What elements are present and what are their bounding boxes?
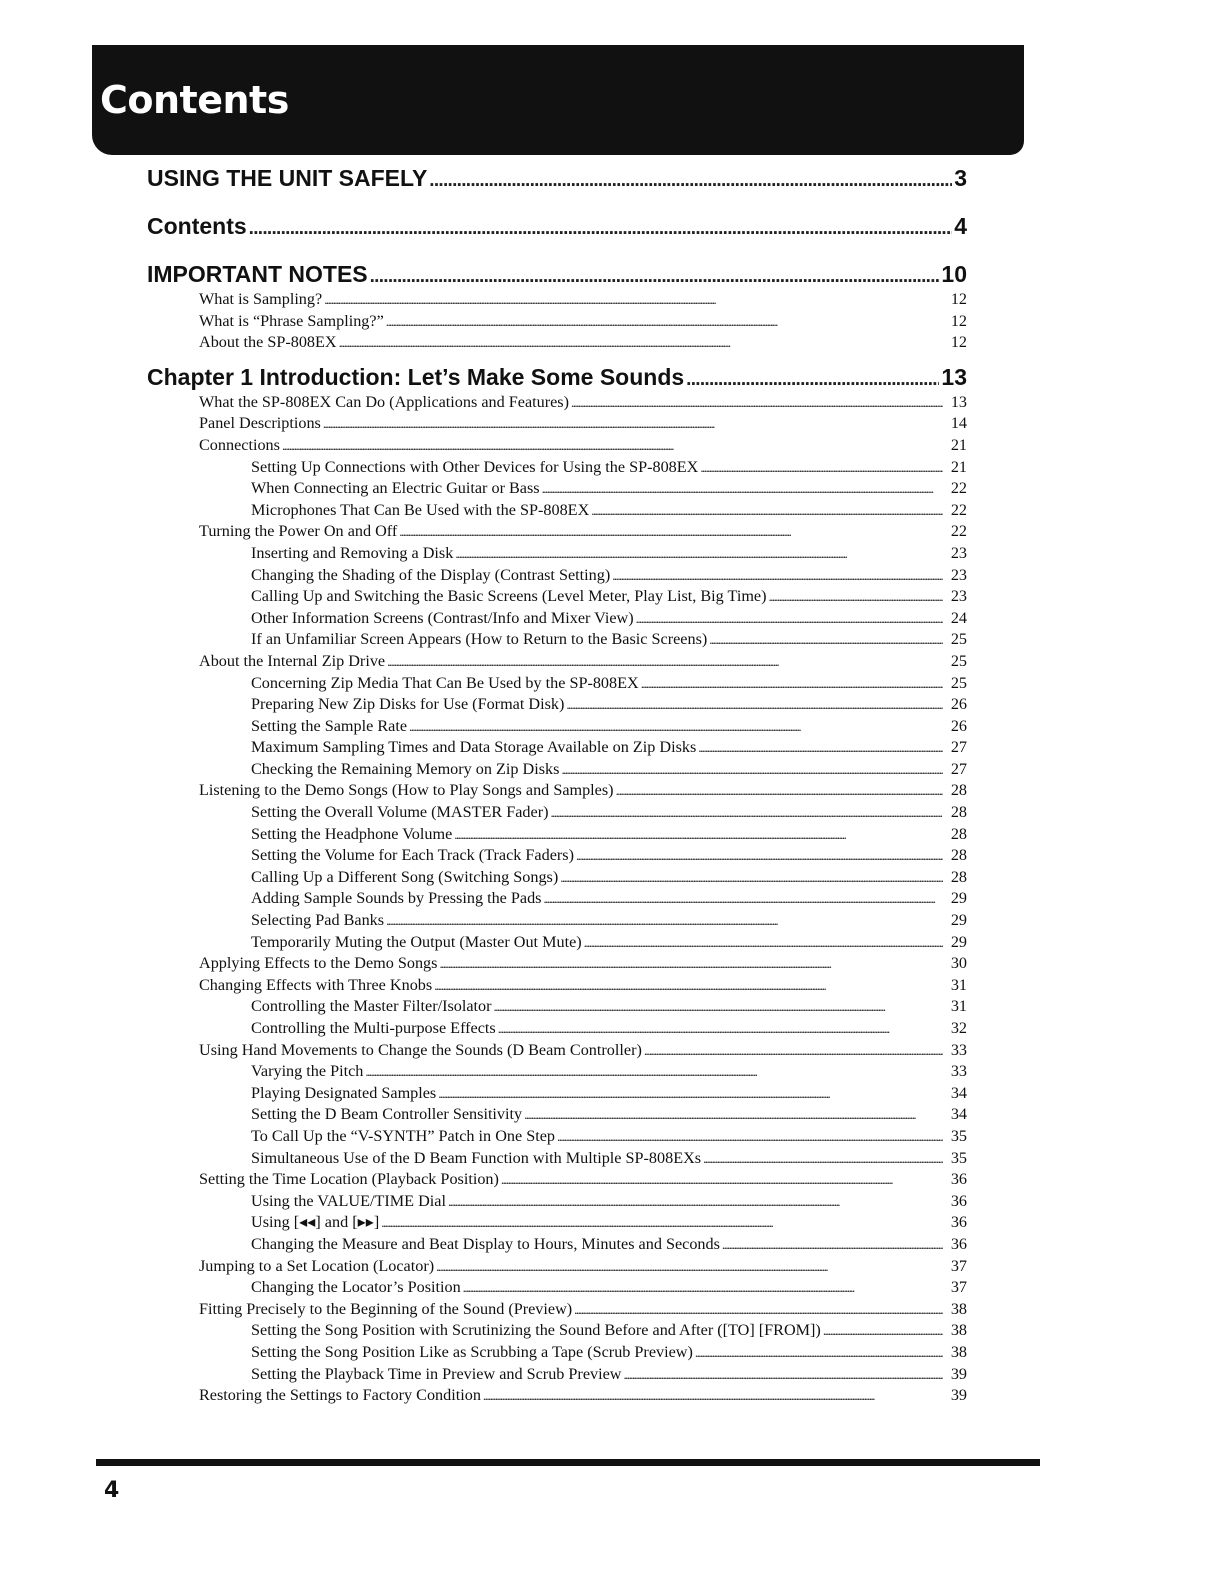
toc-entry[interactable] (147, 824, 967, 846)
toc-leader (823, 1320, 943, 1342)
toc-leader (498, 1018, 943, 1040)
toc-label: Connections (199, 435, 280, 454)
toc-page: 22 (950, 500, 967, 519)
toc-entry[interactable] (147, 651, 967, 673)
toc-page: 25 (950, 630, 967, 649)
toc-page: 36 (950, 1234, 967, 1253)
toc-page: 28 (950, 824, 967, 843)
toc-entry[interactable] (147, 1191, 967, 1213)
toc-entry[interactable] (147, 716, 967, 738)
toc-label: To Call Up the “V-SYNTH” Patch in One Step (251, 1126, 555, 1145)
toc-page: 24 (950, 608, 967, 627)
toc-entry[interactable] (147, 975, 967, 997)
toc-label: Simultaneous Use of the D Beam Function with Multiple SP-808EXs (251, 1148, 702, 1167)
toc-entry-chapter-1[interactable] (147, 364, 967, 390)
toc-page: 30 (950, 954, 967, 973)
toc-page: 38 (950, 1299, 967, 1318)
toc-label: Jumping to a Set Location (Locator) (199, 1256, 435, 1275)
toc-leader (560, 867, 943, 889)
toc-leader (769, 586, 944, 608)
toc-entry[interactable] (147, 1320, 967, 1342)
toc-entry[interactable] (147, 1277, 967, 1299)
toc-leader (561, 759, 943, 781)
toc-label: Listening to the Demo Songs (How to Play Songs and Samples) (199, 781, 614, 800)
toc-entry[interactable] (147, 1126, 967, 1148)
toc-page: 26 (950, 695, 967, 714)
toc-leader (448, 1191, 943, 1213)
toc-leader (550, 802, 943, 824)
toc-entry[interactable] (147, 1169, 967, 1191)
toc-label: Setting the Sample Rate (251, 716, 408, 735)
toc-label: Concerning Zip Media That Can Be Used by the SP-808EX (251, 673, 639, 692)
toc-page: 26 (950, 716, 967, 735)
toc-leader (365, 1061, 943, 1083)
toc-leader (700, 457, 943, 479)
toc-entry[interactable] (147, 737, 967, 759)
toc-leader (249, 218, 953, 240)
toc-label: Adding Sample Sounds by Pressing the Pads (251, 889, 542, 908)
toc-page: 38 (950, 1342, 967, 1361)
toc-page: 21 (950, 457, 967, 476)
table-of-contents (147, 165, 967, 1407)
toc-leader (339, 332, 943, 354)
toc-page: 29 (950, 932, 967, 951)
toc-page: 33 (950, 1062, 967, 1081)
toc-label: Changing the Locator’s Position (251, 1278, 461, 1297)
toc-page: 28 (950, 846, 967, 865)
toc-entry[interactable] (147, 867, 967, 889)
toc-leader (436, 1256, 943, 1278)
toc-page: 25 (950, 651, 967, 670)
toc-entry[interactable] (147, 1234, 967, 1256)
footer-rule (96, 1459, 1040, 1466)
toc-entry[interactable] (147, 457, 967, 479)
toc-page: 32 (950, 1019, 967, 1037)
toc-label: Changing Effects with Three Knobs (199, 975, 433, 994)
toc-entry[interactable] (147, 500, 967, 522)
toc-page: 36 (950, 1213, 967, 1232)
toc-label: Selecting Pad Banks (251, 911, 385, 930)
toc-entry[interactable] (147, 780, 967, 802)
toc-leader (386, 311, 943, 333)
toc-leader (709, 629, 943, 651)
toc-entry[interactable] (147, 953, 967, 975)
toc-entry[interactable] (147, 565, 967, 587)
toc-page: 13 (950, 392, 967, 411)
toc-entry[interactable] (147, 1104, 967, 1126)
toc-leader (584, 932, 943, 954)
toc-page: 35 (950, 1126, 967, 1145)
toc-entry[interactable] (147, 845, 967, 867)
toc-entry[interactable] (147, 1040, 967, 1062)
toc-label: Calling Up and Switching the Basic Screens (Level Meter, Play List, Big Time) (251, 587, 767, 606)
toc-leader (439, 953, 943, 975)
toc-leader (612, 565, 943, 587)
toc-page: 31 (950, 997, 967, 1016)
toc-leader (636, 608, 943, 630)
toc-leader (623, 1364, 943, 1386)
toc-leader (455, 543, 943, 565)
toc-page: 28 (950, 803, 967, 822)
toc-page: 39 (950, 1364, 967, 1383)
toc-page: 4 (954, 213, 967, 239)
toc-entry[interactable] (147, 1212, 967, 1234)
toc-entry[interactable] (147, 888, 967, 910)
toc-leader (323, 413, 943, 435)
toc-leader (399, 521, 943, 543)
toc-page: 34 (950, 1105, 967, 1124)
toc-leader (686, 369, 939, 391)
toc-label: Contents (147, 213, 247, 239)
toc-leader (557, 1126, 943, 1148)
toc-label: Checking the Remaining Memory on Zip Disks (251, 759, 560, 778)
toc-entry[interactable] (147, 1299, 967, 1321)
toc-leader (438, 1083, 943, 1105)
toc-label: Microphones That Can Be Used with the SP-808EX (251, 500, 590, 519)
toc-label: Panel Descriptions (199, 414, 321, 433)
toc-page: 35 (950, 1148, 967, 1167)
toc-entry[interactable] (147, 1018, 967, 1040)
toc-label: Calling Up a Different Song (Switching Songs) (251, 867, 559, 886)
toc-label: Varying the Pitch (251, 1062, 364, 1081)
toc-label: Setting the Headphone Volume (251, 824, 453, 843)
toc-leader (703, 1148, 943, 1170)
toc-label: Setting the Playback Time in Preview and Scrub Preview (251, 1364, 622, 1383)
toc-label: Inserting and Removing a Disk (251, 543, 454, 562)
toc-page: 37 (950, 1256, 967, 1275)
toc-entry[interactable] (147, 1342, 967, 1364)
toc-leader (381, 1212, 943, 1234)
toc-label: About the SP-808EX (199, 333, 337, 352)
toc-label: Changing the Measure and Beat Display to Hours, Minutes and Seconds (251, 1234, 720, 1253)
toc-leader (616, 780, 943, 802)
toc-leader (576, 845, 943, 867)
toc-label: Using the VALUE/TIME Dial (251, 1191, 446, 1210)
toc-label: Turning the Power On and Off (199, 522, 398, 541)
toc-page: 33 (950, 1040, 967, 1059)
toc-leader (695, 1342, 943, 1364)
toc-label: USING THE UNIT SAFELY (147, 165, 428, 191)
toc-label: Controlling the Master Filter/Isolator (251, 997, 492, 1016)
toc-label: IMPORTANT NOTES (147, 261, 368, 287)
toc-entry[interactable] (147, 586, 967, 608)
toc-label: What is “Phrase Sampling?” (199, 311, 384, 330)
toc-page: 29 (950, 889, 967, 908)
toc-page: 12 (950, 311, 967, 330)
toc-entry[interactable] (147, 694, 967, 716)
toc-entry[interactable] (147, 1061, 967, 1083)
toc-page: 21 (950, 435, 967, 454)
toc-entry-contents[interactable] (147, 213, 967, 239)
toc-leader (501, 1169, 943, 1191)
toc-page: 39 (950, 1386, 967, 1405)
page-number: 4 (104, 1478, 120, 1503)
toc-entry[interactable] (147, 759, 967, 781)
toc-page: 29 (950, 911, 967, 930)
toc-label: Setting the Song Position Like as Scrubbing a Tape (Scrub Preview) (251, 1342, 693, 1361)
page-title: Contents (100, 78, 289, 122)
toc-page: 12 (950, 290, 967, 308)
toc-label: Restoring the Settings to Factory Condition (199, 1386, 481, 1405)
toc-page: 31 (950, 975, 967, 994)
toc-leader (566, 694, 943, 716)
toc-leader (571, 392, 943, 414)
toc-leader (454, 824, 943, 846)
toc-leader (324, 289, 943, 311)
toc-leader (641, 673, 943, 695)
toc-leader (386, 910, 943, 932)
toc-entry[interactable] (147, 802, 967, 824)
toc-entry[interactable] (147, 1083, 967, 1105)
toc-leader (282, 435, 943, 457)
toc-page: 22 (950, 479, 967, 498)
toc-entry[interactable] (147, 910, 967, 932)
toc-entry[interactable] (147, 311, 967, 333)
toc-entry-safety[interactable] (147, 165, 967, 191)
toc-label: Controlling the Multi-purpose Effects (251, 1019, 496, 1037)
toc-page: 25 (950, 673, 967, 692)
toc-entry[interactable] (147, 1364, 967, 1386)
toc-leader (409, 716, 943, 738)
toc-entry[interactable] (147, 521, 967, 543)
toc-leader (434, 975, 943, 997)
toc-label: Fitting Precisely to the Beginning of the Sound (Preview) (199, 1299, 573, 1318)
toc-entry[interactable] (147, 289, 967, 311)
toc-label: Setting the Overall Volume (MASTER Fader) (251, 803, 549, 822)
toc-label: When Connecting an Electric Guitar or Bass (251, 479, 540, 498)
toc-page: 34 (950, 1083, 967, 1102)
toc-label: Setting the Volume for Each Track (Track Faders) (251, 846, 574, 865)
toc-entry[interactable] (147, 413, 967, 435)
toc-leader (542, 478, 943, 500)
toc-label: Changing the Shading of the Display (Contrast Setting) (251, 565, 611, 584)
toc-entry-important-notes[interactable] (147, 261, 967, 287)
toc-leader (698, 737, 943, 759)
toc-leader (370, 266, 940, 288)
toc-page: 37 (950, 1278, 967, 1297)
toc-label: Preparing New Zip Disks for Use (Format Disk) (251, 695, 565, 714)
toc-label: Applying Effects to the Demo Songs (199, 954, 438, 973)
toc-label: Using [◂◂] and [▸▸] (251, 1213, 380, 1232)
toc-entry[interactable] (147, 435, 967, 457)
toc-page: 38 (950, 1321, 967, 1340)
toc-entry[interactable] (147, 332, 967, 354)
toc-leader (574, 1299, 943, 1321)
toc-label: What is Sampling? (199, 290, 323, 308)
toc-entry[interactable] (147, 996, 967, 1018)
toc-leader (429, 170, 952, 192)
toc-label: What the SP-808EX Can Do (Applications and Features) (199, 392, 569, 411)
toc-label: About the Internal Zip Drive (199, 651, 386, 670)
toc-page: 28 (950, 867, 967, 886)
toc-entry[interactable] (147, 1148, 967, 1170)
toc-label: Playing Designated Samples (251, 1083, 437, 1102)
toc-label: Other Information Screens (Contrast/Info and Mixer View) (251, 608, 634, 627)
toc-leader (722, 1234, 943, 1256)
toc-entry[interactable] (147, 1385, 967, 1407)
toc-page: 23 (950, 543, 967, 562)
toc-leader (644, 1040, 943, 1062)
toc-entry[interactable] (147, 392, 967, 414)
toc-leader (591, 500, 943, 522)
toc-entry[interactable] (147, 629, 967, 651)
toc-entry[interactable] (147, 1256, 967, 1278)
toc-page: 13 (941, 363, 967, 390)
toc-leader (463, 1277, 943, 1299)
toc-label: Maximum Sampling Times and Data Storage Available on Zip Disks (251, 738, 697, 757)
toc-page: 27 (950, 738, 967, 757)
toc-entry[interactable] (147, 608, 967, 630)
toc-entry[interactable] (147, 673, 967, 695)
toc-page: 3 (954, 165, 967, 191)
toc-entry[interactable] (147, 478, 967, 500)
toc-label: Setting the D Beam Controller Sensitivity (251, 1105, 523, 1124)
toc-leader (524, 1104, 943, 1126)
toc-page: 23 (950, 565, 967, 584)
toc-label: Setting Up Connections with Other Devices for Using the SP-808EX (251, 457, 699, 476)
toc-page: 28 (950, 781, 967, 800)
toc-label: Chapter 1 Introduction: Let’s Make Some Sounds (147, 363, 685, 390)
toc-page: 22 (950, 522, 967, 541)
toc-label: If an Unfamiliar Screen Appears (How to Return to the Basic Screens) (251, 630, 708, 649)
toc-page: 23 (950, 587, 967, 606)
toc-entry[interactable] (147, 543, 967, 565)
toc-entry[interactable] (147, 932, 967, 954)
toc-page: 36 (950, 1191, 967, 1210)
toc-label: Using Hand Movements to Change the Sounds (D Beam Controller) (199, 1040, 642, 1059)
toc-page: 27 (950, 759, 967, 778)
toc-leader (483, 1385, 943, 1407)
toc-page: 36 (950, 1170, 967, 1189)
toc-leader (494, 996, 943, 1018)
toc-page: 10 (941, 261, 967, 287)
toc-label: Temporarily Muting the Output (Master Out Mute) (251, 932, 582, 951)
toc-page: 14 (950, 414, 967, 433)
toc-leader (387, 651, 943, 673)
toc-leader (543, 888, 943, 910)
toc-page: 12 (950, 333, 967, 352)
toc-label: Setting the Song Position with Scrutinizing the Sound Before and After ([TO] [FROM]) (251, 1321, 821, 1340)
toc-label: Setting the Time Location (Playback Position) (199, 1170, 499, 1189)
